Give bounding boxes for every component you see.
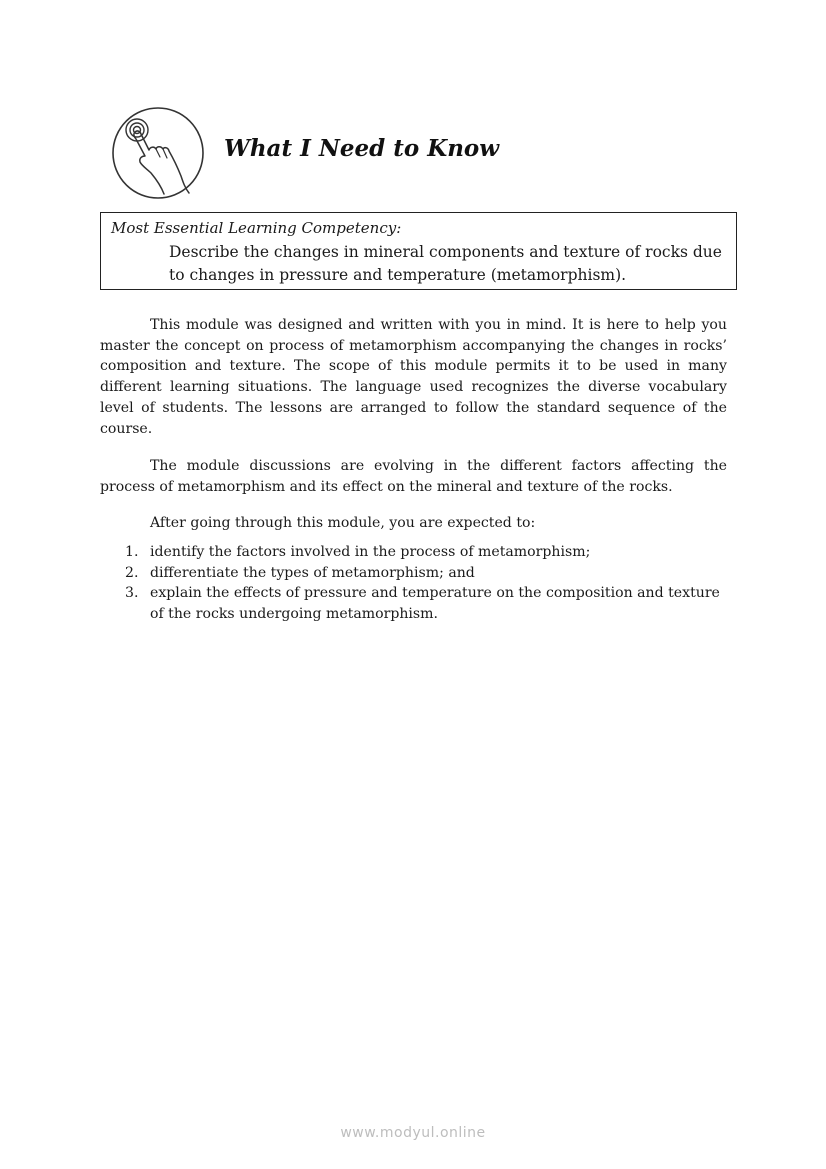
competency-text: Describe the changes in mineral components and texture of rocks due to changes in pressure and temperature (metamorphism). (169, 243, 722, 284)
intro-paragraph: This module was designed and written with you in mind. It is here to help you master the concept on process of metamorphism accompanying the changes in rocks’ composition and texture. The scope of this module permits it to be used in many different learning situations. The language used recognizes the diverse vocabulary level of students. The lessons are arranged to follow the standard sequence of the course. (100, 317, 727, 437)
list-item-text: explain the effects of pressure and temperature on the composition and texture of the rocks undergoing metamorphism. (150, 585, 720, 623)
list-item-number: 2. (125, 564, 139, 581)
list-item (100, 563, 727, 584)
list-item-number: 3. (125, 585, 139, 602)
footer-watermark: www.modyul.online (340, 1125, 486, 1141)
list-item (100, 583, 727, 624)
page-title: What I Need to Know (224, 135, 500, 162)
list-item-text: identify the factors involved in the process of metamorphism; (150, 544, 591, 560)
list-item-number: 1. (125, 544, 139, 560)
list-item-text: differentiate the types of metamorphism; and (150, 564, 475, 581)
list-item (100, 542, 727, 563)
discussion-paragraph: The module discussions are evolving in the different factors affecting the process of metamorphism and its effect on the mineral and texture of the rocks. (100, 458, 727, 495)
hand-pointing-icon (111, 106, 205, 200)
objectives-list (100, 542, 727, 625)
competency-label: Most Essential Learning Competency: (111, 219, 402, 237)
competency-box (100, 212, 737, 290)
expectation-paragraph: After going through this module, you are expected to: (150, 515, 536, 531)
